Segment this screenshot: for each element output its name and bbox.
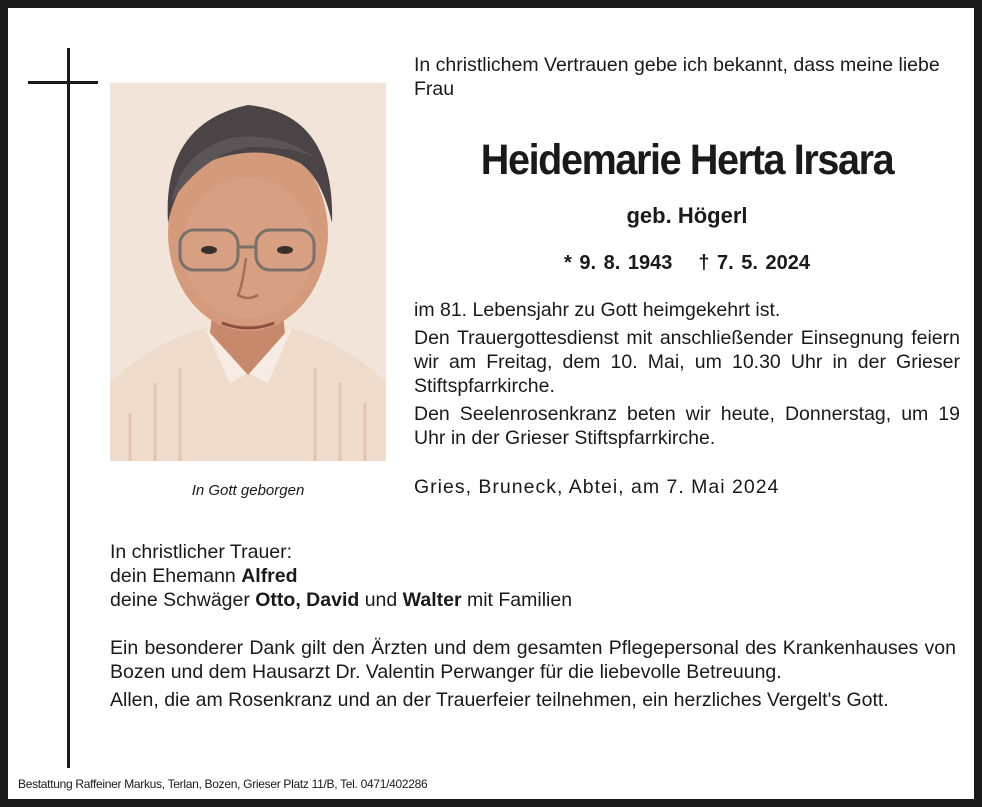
mourner-husband: dein Ehemann Alfred — [110, 565, 298, 587]
cross-icon-bar — [28, 81, 98, 84]
life-dates — [414, 252, 960, 275]
birth-name: geb. Högerl — [626, 203, 748, 228]
mourners-list — [110, 540, 960, 612]
death-date: † 7. 5. 2024 — [698, 252, 810, 274]
thanks-section — [110, 636, 956, 716]
funeral-service-text: Den Trauergottesdienst mit anschließender Einsegnung feiern wir am Freitag, dem 10. Mai, um 10.30 Uhr in der Grieser Stiftspfarrkirche. — [414, 327, 960, 397]
thanks-text: Ein besonderer Dank gilt den Ärzten und dem gesamten Pflegepersonal des Krankenhauses von Bozen und dem Hausarzt Dr. Valentin Perwanger für die liebevolle Betreuung. — [110, 637, 956, 683]
photo-caption: In Gott geborgen — [191, 482, 305, 499]
thanks-text: Allen, die am Rosenkranz und an der Trauerfeier teilnehmen, ein herzliches Vergelt's Gott. — [110, 689, 889, 711]
mourner-in-laws: deine Schwäger Otto, David und Walter mit Familien — [110, 589, 573, 611]
notice-body — [414, 298, 960, 454]
age-text: im 81. Lebensjahr zu Gott heimgekehrt ist. — [414, 299, 781, 321]
cross-icon — [67, 48, 70, 768]
intro-text: In christlichem Vertrauen gebe ich bekannt, dass meine liebe Frau — [414, 54, 940, 100]
deceased-name: Heidemarie Herta Irsara — [480, 136, 894, 184]
birth-date: * 9. 8. 1943 — [564, 252, 673, 274]
mourners-heading: In christlicher Trauer: — [110, 541, 293, 563]
portrait-photo — [110, 83, 386, 461]
obituary-notice — [8, 8, 974, 799]
funeral-home-footer: Bestattung Raffeiner Markus, Terlan, Bozen, Grieser Platz 11/B, Tel. 0471/402286 — [18, 777, 428, 791]
rosary-text: Den Seelenrosenkranz beten wir heute, Donnerstag, um 19 Uhr in der Grieser Stiftspfarrkirche. — [414, 403, 960, 449]
place-date: Gries, Bruneck, Abtei, am 7. Mai 2024 — [414, 476, 780, 498]
